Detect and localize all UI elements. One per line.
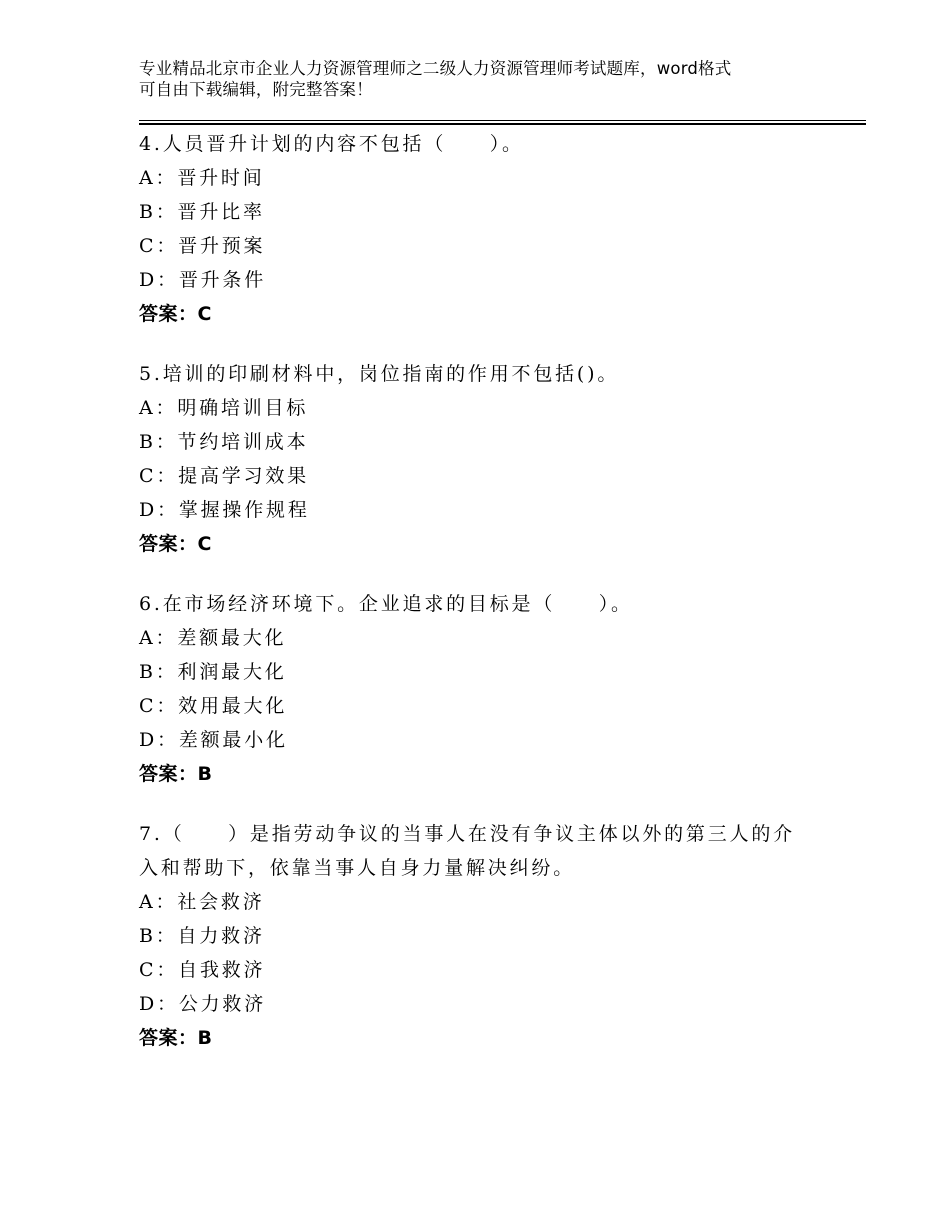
answer-label: 答案：C [139, 533, 212, 555]
option-a: A：晋升时间 [139, 167, 265, 189]
question-6 [139, 587, 839, 791]
option-d: D：差额最小化 [139, 729, 288, 751]
option-a: A：差额最大化 [139, 627, 287, 649]
option-b: B：自力救济 [139, 925, 265, 947]
option-c: C：效用最大化 [139, 695, 288, 717]
option-a: A：社会救济 [139, 891, 265, 913]
option-d: D：公力救济 [139, 993, 267, 1015]
option-c: C：晋升预案 [139, 235, 266, 257]
question-text: 5.培训的印刷材料中，岗位指南的作用不包括()。 [139, 363, 620, 385]
question-list [139, 127, 839, 1081]
header-divider-thick [139, 123, 866, 125]
option-b: B：利润最大化 [139, 661, 287, 683]
option-d: D：掌握操作规程 [139, 499, 310, 521]
option-b: B：晋升比率 [139, 201, 265, 223]
option-b: B：节约培训成本 [139, 431, 309, 453]
header-line-1: 专业精品北京市企业人力资源管理师之二级人力资源管理师考试题库，word格式 [139, 59, 732, 78]
question-text: 7.（ ）是指劳动争议的当事人在没有争议主体以外的第三人的介入和帮助下，依靠当事人自身力量解决纠纷。 [139, 823, 795, 879]
answer-label: 答案：B [139, 1027, 213, 1049]
option-a: A：明确培训目标 [139, 397, 309, 419]
answer-label: 答案：B [139, 763, 213, 785]
option-d: D：晋升条件 [139, 269, 267, 291]
question-5 [139, 357, 839, 561]
document-header [139, 58, 819, 100]
header-divider-thin [139, 120, 866, 121]
question-text: 6.在市场经济环境下。企业追求的目标是（ ）。 [139, 593, 633, 615]
option-c: C：自我救济 [139, 959, 266, 981]
header-line-2: 可自由下载编辑，附完整答案！ [139, 80, 373, 99]
option-c: C：提高学习效果 [139, 465, 309, 487]
question-text: 4.人员晋升计划的内容不包括（ ）。 [139, 133, 524, 155]
question-7 [139, 817, 839, 1055]
question-4 [139, 127, 839, 331]
answer-label: 答案：C [139, 303, 212, 325]
